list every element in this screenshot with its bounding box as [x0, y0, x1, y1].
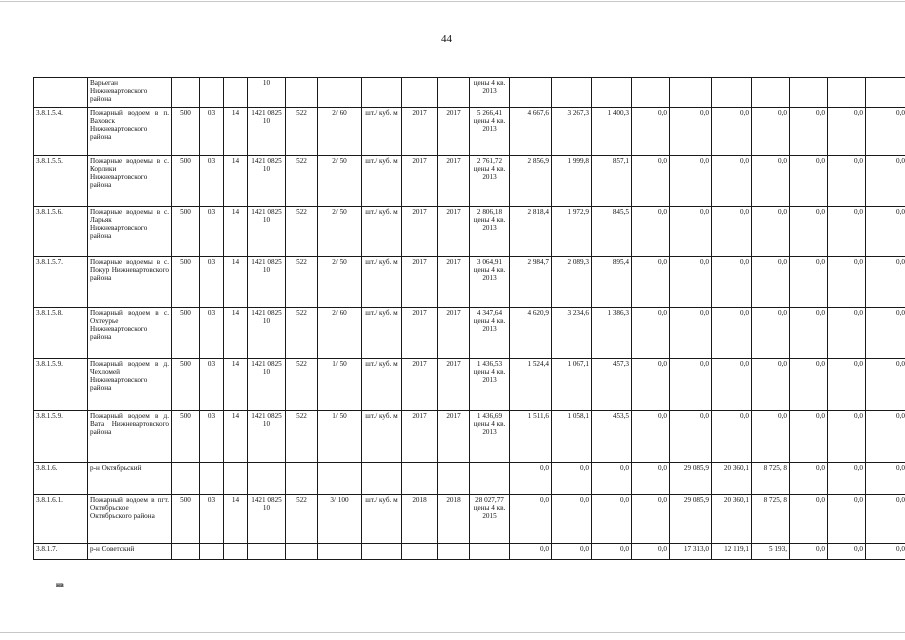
cell-c3: 14: [224, 359, 248, 411]
cell-value: 457,3: [592, 359, 632, 411]
cell-value: 20 360,1: [712, 495, 752, 544]
cell-y2: [438, 463, 470, 495]
cell-c5: 522: [286, 108, 318, 156]
cell-value: 17 313,0: [670, 544, 712, 560]
cell-value: 5 193,: [752, 544, 790, 560]
cell-c5: 522: [286, 308, 318, 359]
table-row: [34, 108, 905, 156]
cell-value: 0,0: [670, 108, 712, 156]
cell-price: цены 4 кв. 2013: [470, 78, 510, 108]
cell-name: Пожарный водоем в п. Ваховск Нижневартовского района: [88, 108, 172, 156]
cell-c6: 2/ 50: [318, 156, 362, 207]
cell-c3: [224, 463, 248, 495]
cell-y2: 2017: [438, 156, 470, 207]
table-row: [34, 359, 905, 411]
cell-value: [828, 78, 866, 108]
cell-value: 2 984,7: [510, 257, 552, 308]
cell-y1: 2017: [402, 108, 438, 156]
cell-c3: 14: [224, 207, 248, 257]
cell-value: 0,0: [752, 257, 790, 308]
cell-value: 0,0: [752, 359, 790, 411]
cell-c1: 500: [172, 108, 200, 156]
cell-kbk: 1421 0825 10: [248, 207, 286, 257]
cell-c7: шт./ куб. м: [362, 108, 402, 156]
cell-value: 0,0: [752, 308, 790, 359]
cell-name: Пожарные водоемы в с. Ларьяк Нижневартовского района: [88, 207, 172, 257]
cell-code: 3.8.1.7.: [34, 544, 88, 560]
cell-c5: 522: [286, 411, 318, 463]
cell-value: [712, 78, 752, 108]
cell-c3: [224, 544, 248, 560]
cell-value: 0,0: [828, 411, 866, 463]
cell-value: 0,0: [592, 463, 632, 495]
cell-value: [866, 78, 905, 108]
cell-c3: 14: [224, 495, 248, 544]
cell-kbk: 1421 0825 10: [248, 495, 286, 544]
cell-c2: 03: [200, 411, 224, 463]
cell-value: 0,0: [866, 308, 905, 359]
cell-code: 3.8.1.5.5.: [34, 156, 88, 207]
cell-kbk: 1421 0825 10: [248, 359, 286, 411]
cell-c1: [172, 463, 200, 495]
cell-c3: 14: [224, 156, 248, 207]
cell-y2: 2017: [438, 257, 470, 308]
cell-value: 1 400,3: [592, 108, 632, 156]
cell-c2: [200, 463, 224, 495]
cell-kbk: 10: [248, 78, 286, 108]
cell-value: 0,0: [866, 463, 905, 495]
budget-table: [33, 77, 905, 560]
cell-value: 8 725, 8: [752, 463, 790, 495]
cell-value: [790, 78, 828, 108]
cell-value: 0,0: [866, 495, 905, 544]
cell-value: 0,0: [790, 207, 828, 257]
cell-c2: [200, 78, 224, 108]
cell-c5: 522: [286, 257, 318, 308]
cell-value: 0,0: [790, 257, 828, 308]
cell-c5: 522: [286, 207, 318, 257]
cell-y1: 2017: [402, 308, 438, 359]
cell-y2: [438, 78, 470, 108]
cell-c7: [362, 463, 402, 495]
cell-c1: 500: [172, 207, 200, 257]
cell-y1: 2017: [402, 411, 438, 463]
table-row: [34, 308, 905, 359]
cell-value: 8 725, 8: [752, 495, 790, 544]
cell-y1: 2017: [402, 156, 438, 207]
cell-kbk: 1421 0825 10: [248, 257, 286, 308]
table-row: [34, 544, 905, 560]
cell-name: р-н Октябрьский: [88, 463, 172, 495]
cell-value: 0,0: [592, 544, 632, 560]
cell-y1: 2017: [402, 359, 438, 411]
cell-c7: шт./ куб. м: [362, 495, 402, 544]
cell-value: 0,0: [632, 308, 670, 359]
cell-value: 0,0: [828, 544, 866, 560]
cell-value: 0,0: [552, 544, 592, 560]
cell-c1: [172, 544, 200, 560]
cell-c5: [286, 544, 318, 560]
cell-c7: шт./ куб. м: [362, 207, 402, 257]
cell-c6: [318, 78, 362, 108]
cell-c7: [362, 78, 402, 108]
cell-value: 1 058,1: [552, 411, 592, 463]
scan-top-edge: [0, 1, 905, 2]
cell-c6: 2/ 50: [318, 257, 362, 308]
cell-y1: 2018: [402, 495, 438, 544]
cell-value: [552, 78, 592, 108]
page-number: 44: [441, 33, 452, 45]
cell-code: 3.8.1.5.7.: [34, 257, 88, 308]
cell-value: [592, 78, 632, 108]
cell-price: [470, 544, 510, 560]
cell-price: 1 436,69 цены 4 кв. 2013: [470, 411, 510, 463]
cell-value: 1 999,8: [552, 156, 592, 207]
cell-value: 0,0: [866, 257, 905, 308]
cell-value: 4 667,6: [510, 108, 552, 156]
cell-value: 0,0: [712, 108, 752, 156]
cell-value: 0,0: [866, 156, 905, 207]
cell-c1: 500: [172, 156, 200, 207]
cell-c2: [200, 544, 224, 560]
cell-value: 20 360,1: [712, 463, 752, 495]
cell-value: 0,0: [828, 156, 866, 207]
cell-value: 0,0: [828, 359, 866, 411]
cell-value: 3 267,3: [552, 108, 592, 156]
cell-value: [670, 78, 712, 108]
cell-value: 4 620,9: [510, 308, 552, 359]
cell-c7: шт./ куб. м: [362, 156, 402, 207]
cell-y2: 2017: [438, 308, 470, 359]
cell-value: 0,0: [752, 108, 790, 156]
cell-value: 0,0: [790, 156, 828, 207]
cell-value: 895,4: [592, 257, 632, 308]
cell-c2: 03: [200, 359, 224, 411]
cell-c6: 3/ 100: [318, 495, 362, 544]
cell-y1: 2017: [402, 257, 438, 308]
cell-value: 0,0: [828, 108, 866, 156]
cell-kbk: [248, 544, 286, 560]
cell-c2: 03: [200, 257, 224, 308]
cell-value: 0,0: [828, 257, 866, 308]
cell-c1: 500: [172, 257, 200, 308]
cell-c1: 500: [172, 495, 200, 544]
cell-value: 1 524,4: [510, 359, 552, 411]
cell-value: 0,0: [752, 411, 790, 463]
cell-value: 2 856,9: [510, 156, 552, 207]
cell-y2: 2018: [438, 495, 470, 544]
cell-value: 0,0: [670, 308, 712, 359]
cell-c7: шт./ куб. м: [362, 359, 402, 411]
cell-y1: [402, 78, 438, 108]
cell-value: 0,0: [632, 108, 670, 156]
cell-price: 5 266,41 цены 4 кв. 2013: [470, 108, 510, 156]
cell-price: 2 806,18 цены 4 кв. 2013: [470, 207, 510, 257]
cell-value: 0,0: [670, 257, 712, 308]
cell-value: 0,0: [790, 411, 828, 463]
cell-y1: [402, 463, 438, 495]
cell-value: 0,0: [712, 411, 752, 463]
table-row: [34, 495, 905, 544]
table-row: [34, 156, 905, 207]
cell-code: [34, 78, 88, 108]
cell-c6: 1/ 50: [318, 411, 362, 463]
cell-value: 0,0: [592, 495, 632, 544]
cell-name: Пожарный водоем в д. Чехломей Нижневартовского района: [88, 359, 172, 411]
cell-value: 0,0: [510, 463, 552, 495]
cell-value: 0,0: [632, 411, 670, 463]
cell-value: 0,0: [632, 257, 670, 308]
cell-c6: 2/ 60: [318, 308, 362, 359]
cell-kbk: 1421 0825 10: [248, 156, 286, 207]
cell-value: 0,0: [632, 359, 670, 411]
cell-value: 0,0: [670, 207, 712, 257]
cell-y2: 2017: [438, 108, 470, 156]
cell-c5: 522: [286, 495, 318, 544]
cell-price: 3 064,91 цены 4 кв. 2013: [470, 257, 510, 308]
cell-value: 0,0: [712, 156, 752, 207]
cell-value: 0,0: [866, 544, 905, 560]
cell-value: [510, 78, 552, 108]
cell-c2: 03: [200, 308, 224, 359]
cell-value: 0,0: [670, 411, 712, 463]
cell-code: 3.8.1.5.6.: [34, 207, 88, 257]
cell-value: 0,0: [752, 156, 790, 207]
cell-value: 0,0: [790, 544, 828, 560]
table-row: [34, 257, 905, 308]
cell-y2: 2017: [438, 207, 470, 257]
cell-value: 0,0: [632, 156, 670, 207]
cell-value: 0,0: [752, 207, 790, 257]
cell-c3: 14: [224, 308, 248, 359]
cell-value: 0,0: [866, 411, 905, 463]
cell-value: 0,0: [712, 359, 752, 411]
cell-c1: [172, 78, 200, 108]
cell-kbk: 1421 0825 10: [248, 411, 286, 463]
cell-value: 12 119,1: [712, 544, 752, 560]
cell-value: 0,0: [828, 308, 866, 359]
cell-code: 3.8.1.5.4.: [34, 108, 88, 156]
cell-name: Варьеган Нижневартовского района: [88, 78, 172, 108]
cell-value: 0,0: [790, 308, 828, 359]
cell-value: 0,0: [670, 156, 712, 207]
cell-value: [632, 78, 670, 108]
cell-price: 4 347,64 цены 4 кв. 2013: [470, 308, 510, 359]
cell-name: Пожарные водоемы в с. Корлики Нижневартовского района: [88, 156, 172, 207]
cell-kbk: 1421 0825 10: [248, 108, 286, 156]
cell-c1: 500: [172, 411, 200, 463]
cell-value: 0,0: [828, 207, 866, 257]
cell-value: 0,0: [828, 495, 866, 544]
cell-value: 0,0: [632, 544, 670, 560]
cell-value: 0,0: [828, 463, 866, 495]
cell-name: Пожарный водоем в с. Охтеурье Нижневартовского района: [88, 308, 172, 359]
table-row: [34, 78, 905, 108]
cell-y2: 2017: [438, 359, 470, 411]
cell-c2: 03: [200, 108, 224, 156]
cell-price: 2 761,72 цены 4 кв. 2013: [470, 156, 510, 207]
cell-value: 0,0: [712, 207, 752, 257]
cell-value: 0,0: [632, 495, 670, 544]
cell-value: 0,0: [790, 495, 828, 544]
cell-value: 3 234,6: [552, 308, 592, 359]
cell-price: [470, 463, 510, 495]
cell-c6: [318, 544, 362, 560]
cell-c3: 14: [224, 411, 248, 463]
cell-name: р-н Советский: [88, 544, 172, 560]
cell-name: Пожарные водоемы в с. Покур Нижневартовского района: [88, 257, 172, 308]
cell-value: 0,0: [670, 359, 712, 411]
footer-mark: нв: [56, 581, 64, 589]
cell-value: 453,5: [592, 411, 632, 463]
cell-c7: [362, 544, 402, 560]
cell-c2: 03: [200, 156, 224, 207]
cell-c3: 14: [224, 108, 248, 156]
cell-value: 0,0: [552, 495, 592, 544]
cell-c6: 2/ 50: [318, 207, 362, 257]
cell-value: 0,0: [632, 463, 670, 495]
cell-value: 845,5: [592, 207, 632, 257]
cell-value: 2 818,4: [510, 207, 552, 257]
cell-y1: 2017: [402, 207, 438, 257]
cell-name: Пожарный водоем в пгт. Октябрьское Октябрьского района: [88, 495, 172, 544]
cell-value: 1 511,6: [510, 411, 552, 463]
cell-value: 857,1: [592, 156, 632, 207]
cell-c5: 522: [286, 359, 318, 411]
cell-value: 1 386,3: [592, 308, 632, 359]
cell-y2: 2017: [438, 411, 470, 463]
cell-value: 29 085,9: [670, 495, 712, 544]
cell-value: 0,0: [632, 207, 670, 257]
cell-c5: [286, 463, 318, 495]
cell-value: 1 067,1: [552, 359, 592, 411]
cell-name: Пожарный водоем в д. Вата Нижневартовского района: [88, 411, 172, 463]
table-row: [34, 463, 905, 495]
cell-c3: [224, 78, 248, 108]
cell-price: 1 436,53 цены 4 кв. 2013: [470, 359, 510, 411]
cell-value: 0,0: [866, 108, 905, 156]
cell-c2: 03: [200, 207, 224, 257]
cell-c1: 500: [172, 359, 200, 411]
cell-code: 3.8.1.5.8.: [34, 308, 88, 359]
cell-code: 3.8.1.5.9.: [34, 411, 88, 463]
cell-c1: 500: [172, 308, 200, 359]
cell-c5: [286, 78, 318, 108]
cell-code: 3.8.1.5.9.: [34, 359, 88, 411]
cell-code: 3.8.1.6.1.: [34, 495, 88, 544]
cell-value: 0,0: [712, 308, 752, 359]
table-row: [34, 207, 905, 257]
cell-y1: [402, 544, 438, 560]
cell-c5: 522: [286, 156, 318, 207]
cell-value: [752, 78, 790, 108]
cell-c3: 14: [224, 257, 248, 308]
cell-c6: [318, 463, 362, 495]
cell-value: 0,0: [866, 207, 905, 257]
cell-c6: 1/ 50: [318, 359, 362, 411]
cell-value: 29 085,9: [670, 463, 712, 495]
cell-y2: [438, 544, 470, 560]
cell-kbk: [248, 463, 286, 495]
cell-value: 2 089,3: [552, 257, 592, 308]
cell-c7: шт./ куб. м: [362, 257, 402, 308]
cell-c7: шт./ куб. м: [362, 308, 402, 359]
scan-bottom-edge: [0, 632, 905, 633]
cell-value: 0,0: [712, 257, 752, 308]
cell-value: 0,0: [866, 359, 905, 411]
cell-price: 28 027,77 цены 4 кв. 2015: [470, 495, 510, 544]
cell-c6: 2/ 60: [318, 108, 362, 156]
cell-value: 0,0: [790, 108, 828, 156]
cell-code: 3.8.1.6.: [34, 463, 88, 495]
cell-kbk: 1421 0825 10: [248, 308, 286, 359]
cell-value: 0,0: [552, 463, 592, 495]
cell-value: 0,0: [790, 359, 828, 411]
cell-value: 0,0: [790, 463, 828, 495]
cell-c2: 03: [200, 495, 224, 544]
cell-value: 0,0: [510, 495, 552, 544]
cell-value: 0,0: [510, 544, 552, 560]
cell-c7: шт./ куб. м: [362, 411, 402, 463]
table-row: [34, 411, 905, 463]
cell-value: 1 972,9: [552, 207, 592, 257]
